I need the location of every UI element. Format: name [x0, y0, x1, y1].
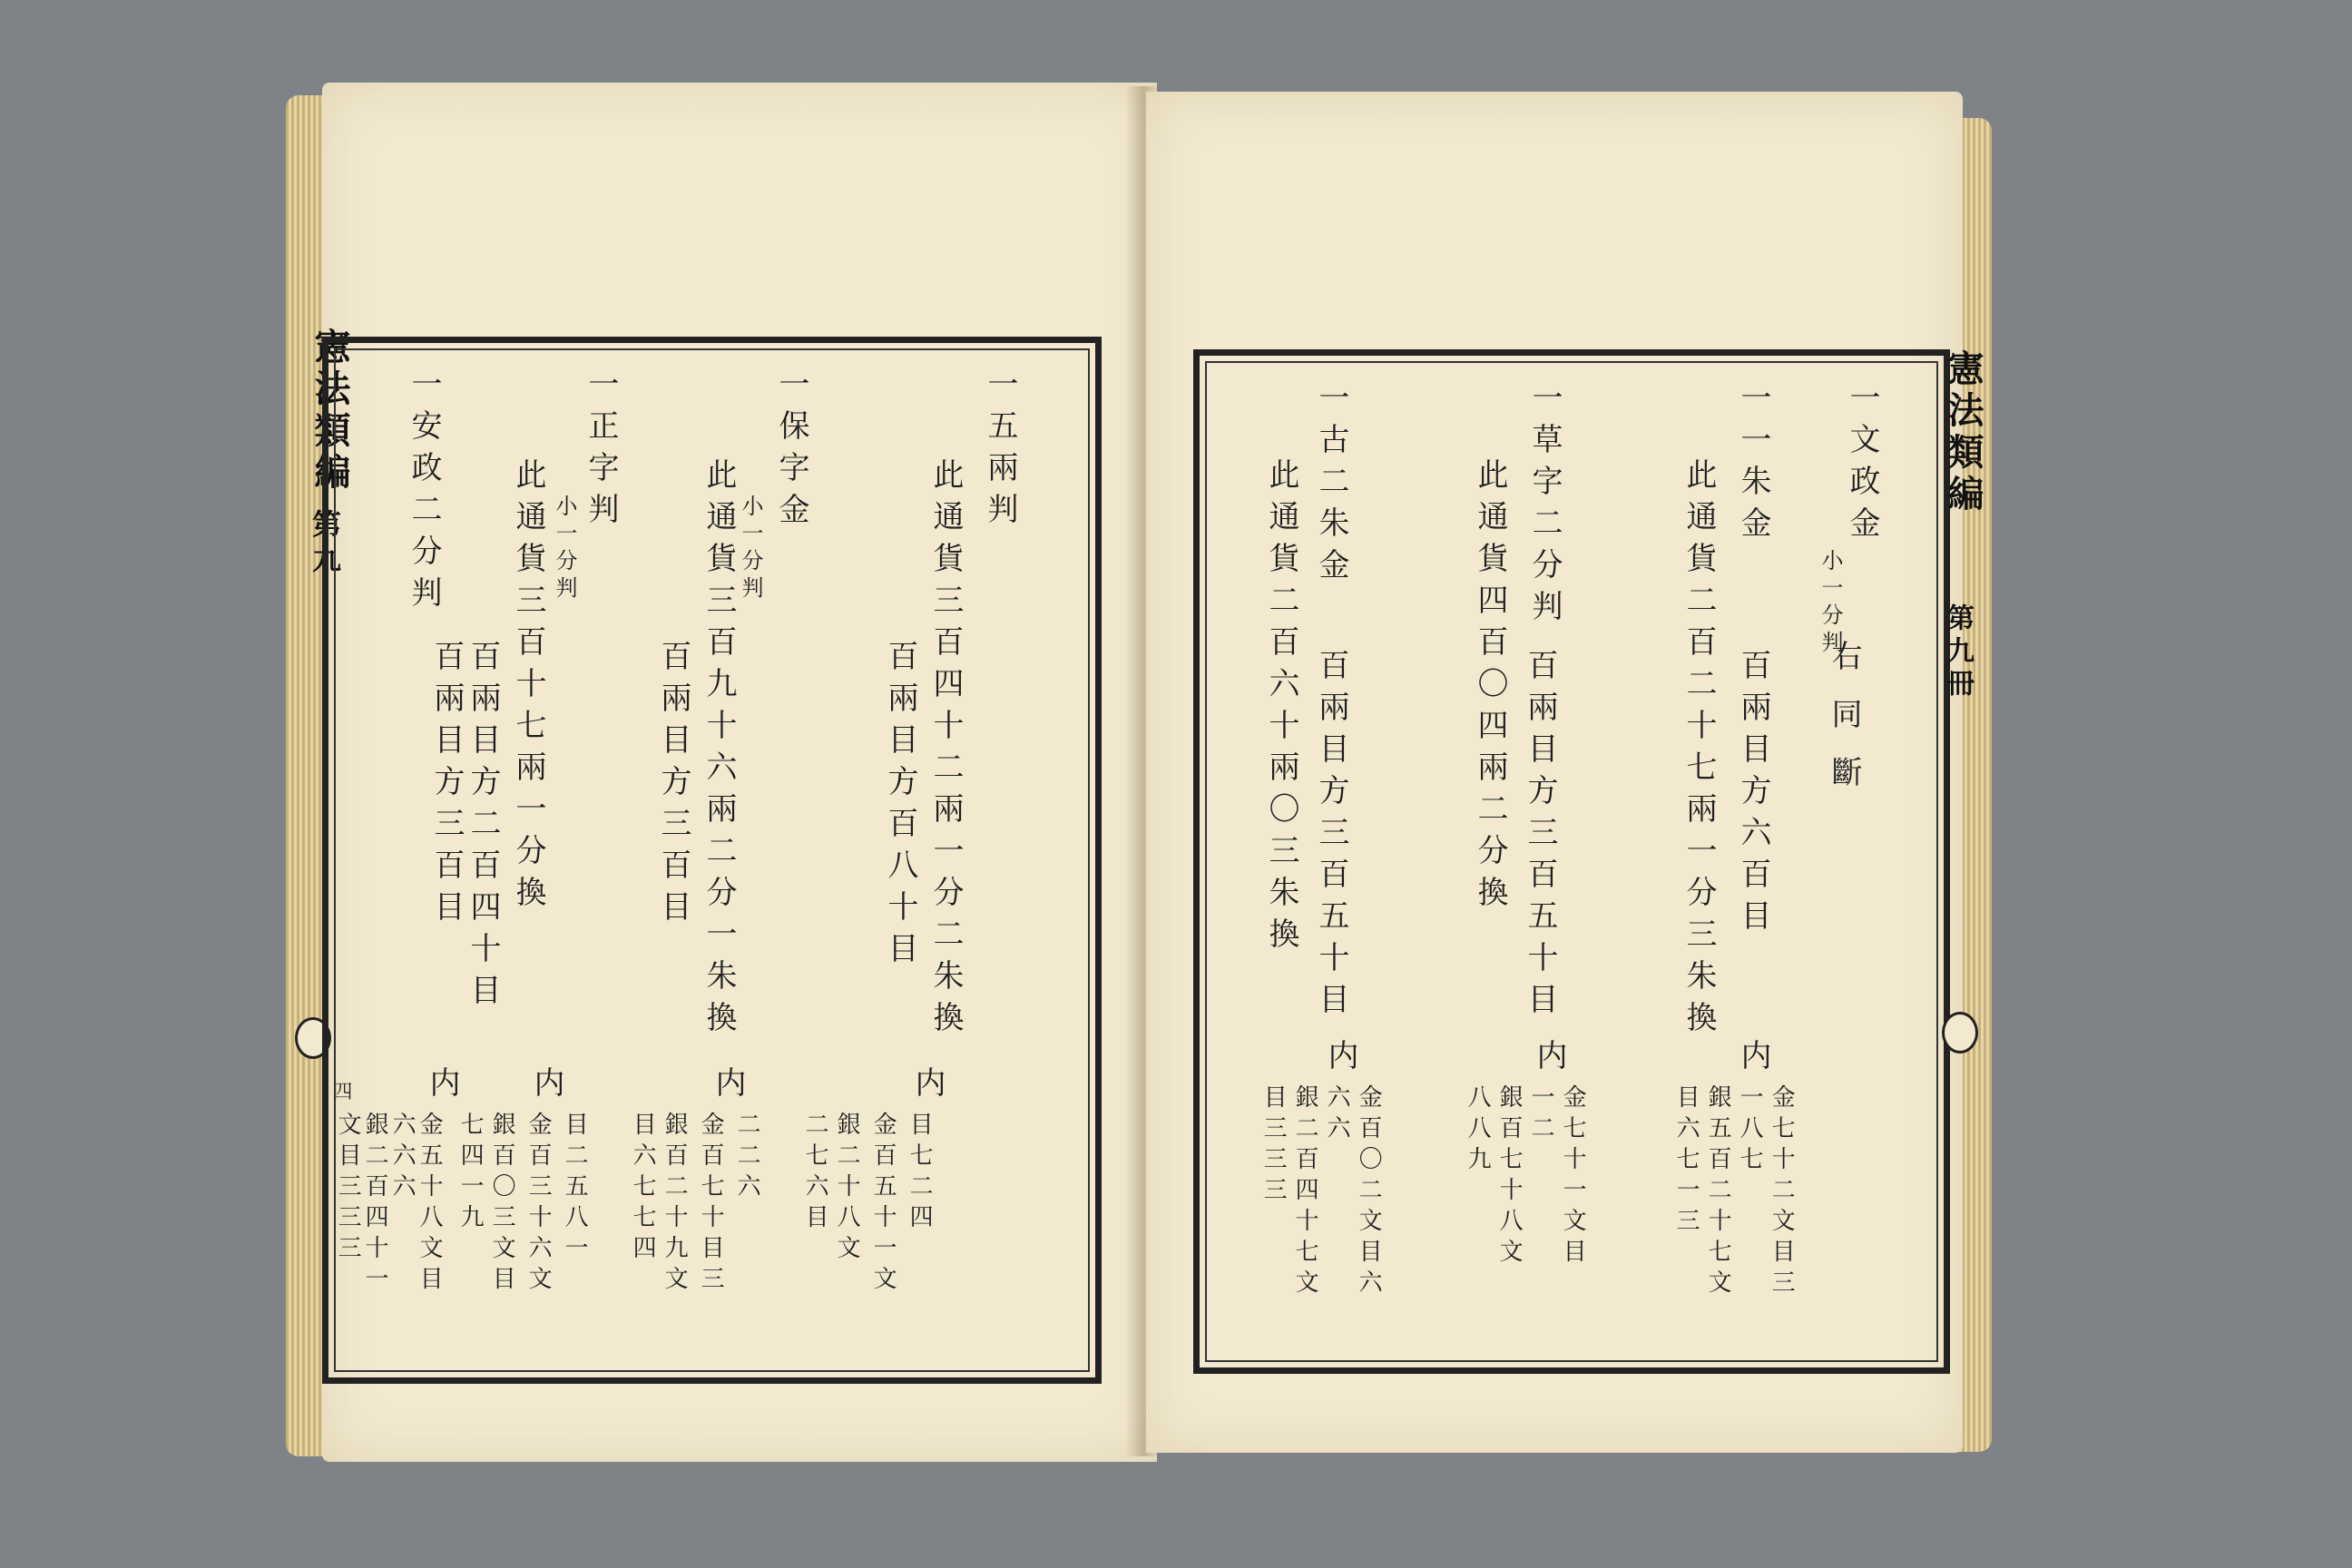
right-spine-volume: 第九冊	[1942, 603, 1974, 701]
left-col1-rate: 此通貨三百四十二兩一分二朱換	[927, 458, 964, 1043]
left-col2-note-a: 金百七十目三	[697, 1112, 725, 1297]
right-col4-note-d: 目三三三	[1259, 1084, 1288, 1208]
open-book	[286, 77, 1992, 1475]
left-col4-note-title: 内	[424, 1066, 460, 1108]
right-col3-note-title: 内	[1531, 1039, 1567, 1081]
right-col4-note-b: 六六	[1323, 1084, 1351, 1146]
right-col2-rate: 此通貨二百二十七兩一分三朱換	[1681, 458, 1717, 1043]
right-col4-value: 百兩目方三百五十目	[1313, 649, 1349, 1024]
right-col4-note-title: 内	[1322, 1039, 1358, 1081]
left-col1-value: 百兩目方百八十目	[882, 640, 918, 974]
right-col3-note-c: 銀百七十八文	[1495, 1084, 1524, 1269]
left-col1-note-b: 目七二四	[906, 1112, 934, 1235]
right-col2-note-b: 一八七	[1736, 1084, 1764, 1177]
left-col4-note-c: 銀二百四十一	[361, 1112, 389, 1297]
left-col4-heading: 一安政二分判	[406, 368, 442, 618]
left-col1-note-d: 二七六目	[801, 1112, 829, 1235]
left-col2-note-title: 内	[710, 1066, 746, 1108]
right-col4-note-c: 銀二百四十七文	[1291, 1084, 1319, 1300]
left-col2-rate: 此通貨三百九十六兩二分一朱換	[701, 458, 737, 1043]
right-col3-heading: 一草字二分判	[1526, 381, 1563, 632]
left-spine-volume: 第九	[308, 509, 342, 578]
right-col3-rate: 此通貨四百〇四兩二分換	[1472, 458, 1508, 917]
right-col4-heading: 一古二朱金	[1313, 381, 1349, 590]
left-col2-value: 百兩目方三百目	[655, 640, 691, 932]
left-col3-value: 百兩目方二百四十目	[465, 640, 501, 1015]
left-col3-heading: 一正字判	[583, 368, 619, 534]
left-col1-note-title: 内	[909, 1066, 946, 1108]
page-number: 四	[329, 1081, 352, 1101]
left-col2-heading: 一保字金	[773, 368, 809, 534]
right-col2-note-d: 目六七一三	[1672, 1084, 1700, 1239]
left-col4-note-b: 六六六	[388, 1112, 416, 1204]
right-spine-title: 憲法類編	[1942, 349, 1984, 516]
right-col3-note-b: 一二	[1527, 1084, 1555, 1146]
left-col3-note-d: 七四一九	[456, 1112, 485, 1235]
left-col4-note-a: 金五十八文目	[416, 1112, 444, 1297]
right-col1-rate: 右同斷	[1826, 640, 1862, 814]
right-col2-note-a: 金七十二文目三	[1768, 1084, 1796, 1300]
right-col1-heading-small: 小一分判	[1818, 549, 1843, 658]
right-col2-note-c: 銀五百二十七文	[1704, 1084, 1732, 1300]
right-col3-note-d: 八八九	[1464, 1084, 1492, 1177]
right-col2-note-title: 内	[1735, 1039, 1771, 1081]
left-col1-heading: 一五兩判	[982, 368, 1018, 534]
left-col3-note-a: 金百三十六文	[524, 1112, 553, 1297]
left-col4-note-d: 文目三三三	[334, 1112, 362, 1266]
left-spine-title: 憲法類編	[309, 328, 351, 495]
right-col4-rate: 此通貨二百六十兩〇三朱換	[1263, 458, 1299, 959]
fishtail-mark-right	[1942, 1012, 1978, 1054]
right-col2-heading: 一一朱金	[1735, 381, 1771, 548]
right-col3-value: 百兩目方三百五十目	[1522, 649, 1558, 1024]
left-col3-note-b: 目二五八一	[561, 1112, 589, 1266]
right-col1-heading: 一文政金	[1844, 381, 1880, 548]
right-col3-note-a: 金七十一文目	[1559, 1084, 1587, 1269]
left-col1-note-a: 金百五十一文	[869, 1112, 897, 1297]
left-col2-heading-small: 小一分判	[738, 495, 763, 603]
left-col3-heading-small: 小一分判	[552, 495, 577, 603]
left-col3-rate: 此通貨三百十七兩一分換	[510, 458, 546, 917]
left-col3-note-title: 内	[528, 1066, 564, 1108]
left-col2-note-d: 目六七七四	[629, 1112, 657, 1266]
left-col1-note-c: 銀二十八文	[833, 1112, 861, 1266]
left-col2-note-c: 銀百二十九文	[661, 1112, 689, 1297]
right-col2-value: 百兩目方六百目	[1735, 649, 1771, 941]
right-col4-note-a: 金百〇二文目六	[1355, 1084, 1383, 1300]
left-col3-note-c: 銀百〇三文目	[488, 1112, 516, 1297]
left-col4-value: 百兩目方三百目	[428, 640, 465, 932]
left-col2-note-b: 二二六	[733, 1112, 761, 1204]
